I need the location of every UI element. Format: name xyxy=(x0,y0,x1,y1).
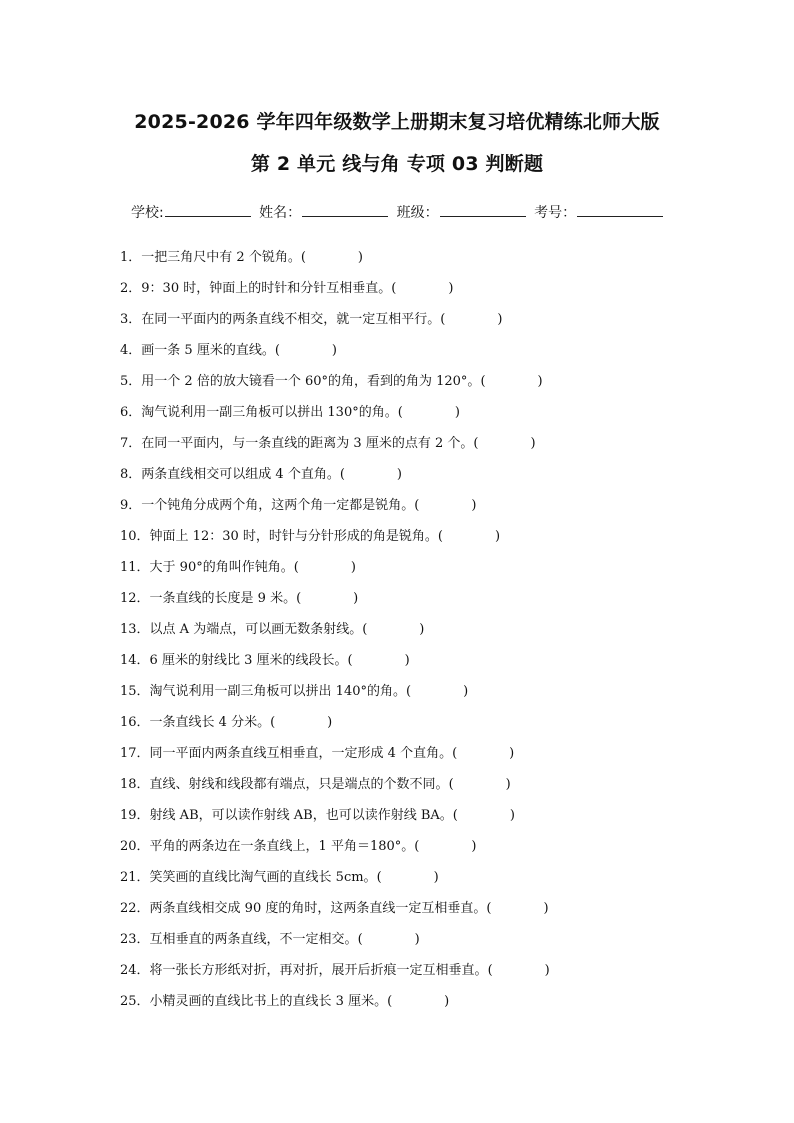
answer-paren-close: ) xyxy=(396,467,402,482)
answer-paren-close: ) xyxy=(463,684,469,699)
answer-paren-open: ( xyxy=(480,374,486,389)
answer-paren-close: ) xyxy=(350,560,356,575)
question-item xyxy=(120,714,740,745)
question-text: 将一张长方形纸对折，再对折，展开后折痕一定互相垂直。 xyxy=(149,963,488,978)
question-item xyxy=(120,652,740,683)
question-text: 同一平面内两条直线互相垂直，一定形成 4 个直角。 xyxy=(149,746,453,761)
answer-paren-open: ( xyxy=(376,870,382,885)
question-item xyxy=(120,342,740,373)
answer-paren-open: ( xyxy=(414,839,420,854)
question-item xyxy=(120,838,740,869)
answer-paren-open: ( xyxy=(440,312,446,327)
question-item xyxy=(120,311,740,342)
question-number: 14． xyxy=(120,653,150,668)
answer-paren-open: ( xyxy=(448,777,454,792)
exam-number-blank[interactable] xyxy=(577,203,663,217)
answer-paren-close: ) xyxy=(433,870,439,885)
answer-paren-close: ) xyxy=(471,498,477,513)
answer-paren-close: ) xyxy=(404,653,410,668)
answer-paren-open: ( xyxy=(339,467,345,482)
name-blank[interactable] xyxy=(302,203,388,217)
question-number: 5． xyxy=(120,374,142,389)
question-item xyxy=(120,869,740,900)
answer-paren-open: ( xyxy=(387,994,393,1009)
answer-paren-open: ( xyxy=(391,281,397,296)
answer-paren-open: ( xyxy=(293,560,299,575)
question-item xyxy=(120,528,740,559)
question-item xyxy=(120,683,740,714)
answer-paren-close: ) xyxy=(505,777,511,792)
answer-paren-close: ) xyxy=(353,591,359,606)
question-text: 淘气说利用一副三角板可以拼出 130°的角。 xyxy=(141,405,398,420)
answer-paren-open: ( xyxy=(300,250,306,265)
answer-paren-close: ) xyxy=(509,746,515,761)
question-item xyxy=(120,559,740,590)
answer-paren-close: ) xyxy=(444,994,450,1009)
question-number: 18． xyxy=(120,777,150,792)
class-field[interactable] xyxy=(397,202,526,222)
question-text: 一个钝角分成两个角，这两个角一定都是锐角。 xyxy=(141,498,415,513)
question-number: 23． xyxy=(120,932,150,947)
answer-paren-close: ) xyxy=(537,374,543,389)
question-text: 在同一平面内的两条直线不相交，就一定互相平行。 xyxy=(141,312,441,327)
question-number: 11． xyxy=(120,560,150,575)
question-number: 16． xyxy=(120,715,150,730)
name-label: 姓名： xyxy=(259,205,302,221)
question-number: 15． xyxy=(120,684,150,699)
answer-paren-close: ) xyxy=(448,281,454,296)
question-text: 用一个 2 倍的放大镜看一个 60°的角，看到的角为 120°。 xyxy=(141,374,481,389)
question-text: 一条直线长 4 分米。 xyxy=(149,715,271,730)
answer-paren-open: ( xyxy=(452,808,458,823)
answer-paren-open: ( xyxy=(397,405,403,420)
question-text: 大于 90°的角叫作钝角。 xyxy=(149,560,294,575)
class-label: 班级： xyxy=(396,205,439,221)
page-subtitle: 第 2 单元 线与角 专项 03 判断题 xyxy=(250,153,544,175)
question-number: 7． xyxy=(120,436,142,451)
answer-paren-open: ( xyxy=(362,622,368,637)
answer-paren-open: ( xyxy=(437,529,443,544)
question-text: 两条直线相交成 90 度的角时，这两条直线一定互相垂直。 xyxy=(149,901,487,916)
answer-paren-close: ) xyxy=(327,715,333,730)
name-field[interactable] xyxy=(259,202,388,222)
answer-paren-open: ( xyxy=(296,591,302,606)
question-number: 6． xyxy=(120,405,142,420)
question-number: 4． xyxy=(120,343,142,358)
question-text: 两条直线相交可以组成 4 个直角。 xyxy=(141,467,340,482)
question-item xyxy=(120,497,740,528)
question-item xyxy=(120,993,740,1024)
question-item xyxy=(120,807,740,838)
page-title: 2025-2026 学年四年级数学上册期末复习培优精练北师大版 xyxy=(134,111,660,133)
question-text: 直线、射线和线段都有端点，只是端点的个数不同。 xyxy=(149,777,449,792)
answer-paren-close: ) xyxy=(414,932,420,947)
answer-paren-close: ) xyxy=(471,839,477,854)
question-number: 17． xyxy=(120,746,150,761)
answer-paren-close: ) xyxy=(497,312,503,327)
answer-paren-open: ( xyxy=(452,746,458,761)
school-field[interactable] xyxy=(131,202,251,222)
question-text: 钟面上 12：30 时，时针与分针形成的角是锐角。 xyxy=(149,529,438,544)
answer-paren-open: ( xyxy=(406,684,412,699)
question-number: 19． xyxy=(120,808,150,823)
answer-paren-open: ( xyxy=(347,653,353,668)
answer-paren-open: ( xyxy=(270,715,276,730)
question-text: 淘气说利用一副三角板可以拼出 140°的角。 xyxy=(149,684,406,699)
question-item xyxy=(120,249,740,280)
answer-paren-close: ) xyxy=(494,529,501,544)
question-item xyxy=(120,900,740,931)
answer-paren-open: ( xyxy=(473,436,479,451)
question-item xyxy=(120,373,740,404)
question-text: 笑笑画的直线比淘气画的直线长 5cm。 xyxy=(149,870,377,885)
answer-paren-close: ) xyxy=(530,436,536,451)
question-number: 9． xyxy=(120,498,142,513)
question-number: 8． xyxy=(120,467,142,482)
answer-paren-close: ) xyxy=(544,963,550,978)
question-number: 21． xyxy=(120,870,150,885)
question-number: 10． xyxy=(120,529,150,544)
answer-paren-open: ( xyxy=(357,932,363,947)
question-item xyxy=(120,745,740,776)
exam-number-label: 考号： xyxy=(534,205,577,221)
answer-paren-open: ( xyxy=(274,343,280,358)
question-text: 在同一平面内，与一条直线的距离为 3 厘米的点有 2 个。 xyxy=(141,436,474,451)
answer-paren-close: ) xyxy=(419,622,425,637)
answer-paren-close: ) xyxy=(509,808,515,823)
question-text: 一把三角尺中有 2 个锐角。 xyxy=(141,250,301,265)
answer-paren-open: ( xyxy=(414,498,420,513)
question-item xyxy=(120,466,740,497)
question-text: 小精灵画的直线比书上的直线长 3 厘米。 xyxy=(149,994,388,1009)
answer-paren-open: ( xyxy=(486,901,492,916)
question-item xyxy=(120,404,740,435)
question-text: 6 厘米的射线比 3 厘米的线段长。 xyxy=(149,653,348,668)
question-text: 画一条 5 厘米的直线。 xyxy=(141,343,275,358)
question-number: 20． xyxy=(120,839,150,854)
question-item xyxy=(120,931,740,962)
question-text: 9：30 时，钟面上的时针和分针互相垂直。 xyxy=(141,281,392,296)
question-number: 1． xyxy=(120,250,142,265)
question-number: 2． xyxy=(120,281,142,296)
question-text: 一条直线的长度是 9 米。 xyxy=(149,591,297,606)
question-text: 以点 A 为端点，可以画无数条射线。 xyxy=(149,622,363,637)
question-text: 互相垂直的两条直线，不一定相交。 xyxy=(149,932,358,947)
question-text: 平角的两条边在一条直线上，1 平角＝180°。 xyxy=(149,839,415,854)
answer-paren-close: ) xyxy=(454,405,460,420)
question-number: 24． xyxy=(120,963,150,978)
question-item xyxy=(120,776,740,807)
question-text: 射线 AB，可以读作射线 AB，也可以读作射线 BA。 xyxy=(149,808,453,823)
answer-paren-close: ) xyxy=(357,250,363,265)
class-blank[interactable] xyxy=(440,203,526,217)
question-list xyxy=(120,249,740,1024)
question-item xyxy=(120,435,740,466)
question-item xyxy=(120,621,740,652)
question-item xyxy=(120,280,740,311)
question-item xyxy=(120,962,740,993)
school-label: 学校: xyxy=(131,205,164,221)
student-info-row xyxy=(131,202,667,222)
answer-paren-open: ( xyxy=(487,963,493,978)
school-blank[interactable] xyxy=(165,203,251,217)
question-item xyxy=(120,590,740,621)
question-number: 12． xyxy=(120,591,150,606)
question-number: 13． xyxy=(120,622,150,637)
question-number: 3． xyxy=(120,312,142,327)
answer-paren-close: ) xyxy=(331,343,337,358)
question-number: 22． xyxy=(120,901,150,916)
question-number: 25． xyxy=(120,994,150,1009)
exam-number-field[interactable] xyxy=(534,202,663,222)
answer-paren-close: ) xyxy=(543,901,549,916)
